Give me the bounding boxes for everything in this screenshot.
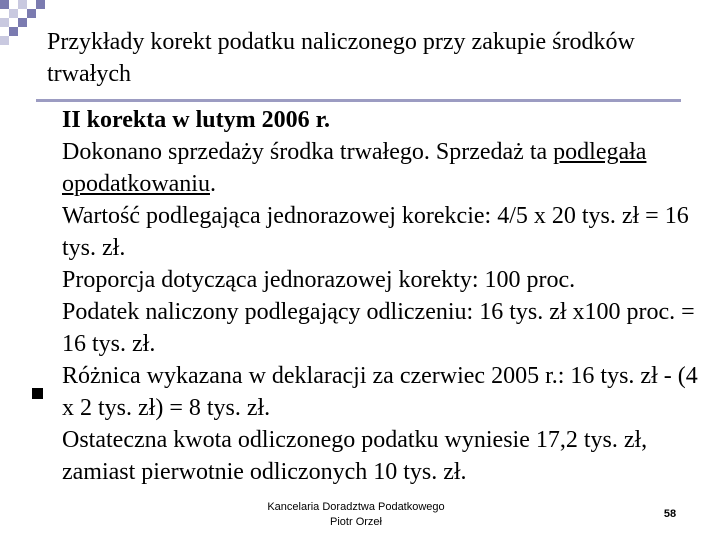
body-heading: II korekta w lutym 2006 r. [62, 107, 331, 133]
page-number: 58 [663, 508, 677, 520]
sale-underlined-text: podlegała opodatkowaniu [62, 139, 647, 197]
title-divider [36, 99, 681, 102]
sale-text: Dokonano sprzedaży środka trwałego. Sprzedaż ta [62, 139, 554, 165]
footer-company: Kancelaria Doradztwa Podatkowego [267, 501, 445, 513]
body-line-difference: Różnica wykazana w deklaracji za czerwiec 2005 r.: 16 tys. zł - (4 x 2 tys. zł) = 8 tys. zł. [62, 363, 698, 421]
slide-footer [236, 500, 476, 530]
body-line-correction-value: Wartość podlegająca jednorazowej korekcie: 4/5 x 20 tys. zł = 16 tys. zł. [62, 203, 689, 261]
slide-body [62, 104, 702, 488]
slide-title: Przykłady korekt podatku naliczonego przy zakupie środków trwałych [47, 29, 635, 87]
body-line-proportion: Proporcja dotycząca jednorazowej korekty: 100 proc. [62, 267, 576, 293]
body-sale-line [62, 136, 702, 200]
square-bullet-icon [32, 388, 43, 399]
footer-author: Piotr Orzeł [330, 516, 382, 528]
body-line-deductible-tax: Podatek naliczony podlegający odliczeniu: 16 tys. zł x100 proc. = 16 tys. zł. [62, 299, 695, 357]
body-line-final-amount: Ostateczna kwota odliczonego podatku wyniesie 17,2 tys. zł, zamiast pierwotnie odliczonych 10 tys. zł. [62, 427, 648, 485]
sale-suffix: . [209, 171, 216, 197]
